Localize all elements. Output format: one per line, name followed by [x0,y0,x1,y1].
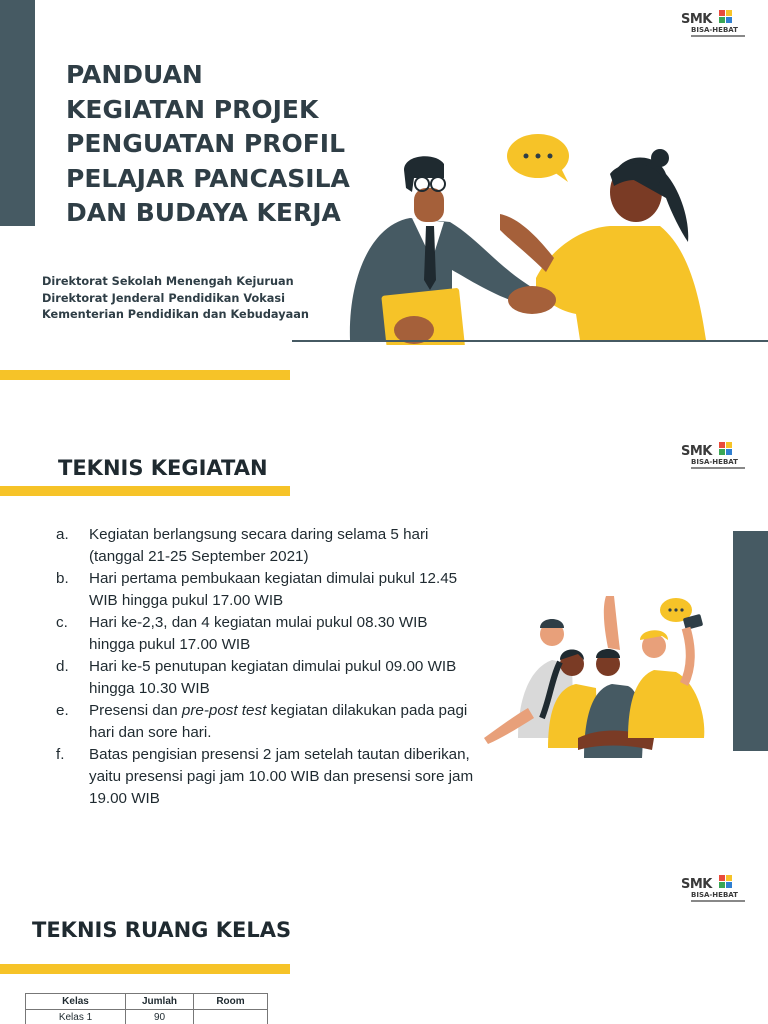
title-underline-bar [0,486,290,496]
right-accent-bar [733,531,768,751]
logo-tagline: BISA-HEBAT [691,26,738,34]
list-item: a. Kegiatan berlangsung secara daring selama 5 hari (tanggal 21-25 September 2021) [56,526,429,565]
handshake-illustration [340,130,720,345]
title-line: PELAJAR PANCASILA [66,163,350,193]
list-item: f. Batas pengisian presensi 2 jam setelah tautan diberikan, yaitu presensi pagi jam 10.00 WIB dan presensi sore jam 19.00 WIB [56,746,474,807]
section-title: TEKNIS KEGIATAN [58,456,268,480]
speech-bubble-icon [507,134,569,182]
man-figure [350,156,540,345]
column-header: Jumlah [126,994,194,1010]
title-line: PENGUATAN PROFIL [66,129,346,158]
teknis-kegiatan-slide [0,420,768,850]
list-item: d. Hari ke-5 penutupan kegiatan dimulai pukul 09.00 WIB hingga 10.30 WIB [56,658,457,697]
title-line: KEGIATAN PROJEK [66,94,319,124]
horizontal-divider [292,340,768,342]
cover-slide [0,0,768,392]
smk-logo [681,875,745,905]
logo-brand: SMK [681,877,712,892]
logo-squares-icon [719,10,739,24]
class-table [25,993,268,1024]
smk-logo [681,10,745,40]
list-item: c. Hari ke-2,3, dan 4 kegiatan mulai pukul 08.30 WIB hingga pukul 17.00 WIB [56,614,428,653]
logo-tagline: BISA-HEBAT [691,891,738,899]
smk-logo [681,442,745,472]
group-people-illustration [478,588,728,758]
column-header: Kelas [26,994,126,1010]
teknis-ruang-kelas-slide [0,860,768,1024]
list-item: b. Hari pertama pembukaan kegiatan dimulai pukul 12.45 WIB hingga pukul 17.00 WIB [56,570,458,609]
cover-title [66,58,376,231]
column-header: Room [194,994,268,1010]
logo-tagline: BISA-HEBAT [691,458,738,466]
logo-brand: SMK [681,444,712,459]
list-item: e. Presensi dan pre-post test kegiatan dilakukan pada pagi hari dan sore hari. [56,702,468,741]
organization-block [42,274,309,324]
table-header-row [26,994,268,1010]
org-line: Direktorat Sekolah Menengah Kejuruan [42,275,294,288]
bottom-accent-bar [0,370,290,380]
table-cell [194,1010,268,1024]
logo-squares-icon [719,442,739,456]
title-underline-bar [0,964,290,974]
org-line: Kementerian Pendidikan dan Kebudayaan [42,308,309,321]
org-line: Direktorat Jenderal Pendidikan Vokasi [42,291,285,305]
logo-squares-icon [719,875,739,889]
left-accent-bar [0,0,35,226]
title-line: DAN BUDAYA KERJA [66,198,341,227]
table-cell: 90 [126,1010,194,1024]
section-title: TEKNIS RUANG KELAS [32,918,292,942]
logo-brand: SMK [681,12,712,27]
table-cell: Kelas 1 [26,1010,126,1024]
title-line: PANDUAN [66,60,203,89]
table-row [26,1010,268,1024]
activity-list [56,524,476,810]
